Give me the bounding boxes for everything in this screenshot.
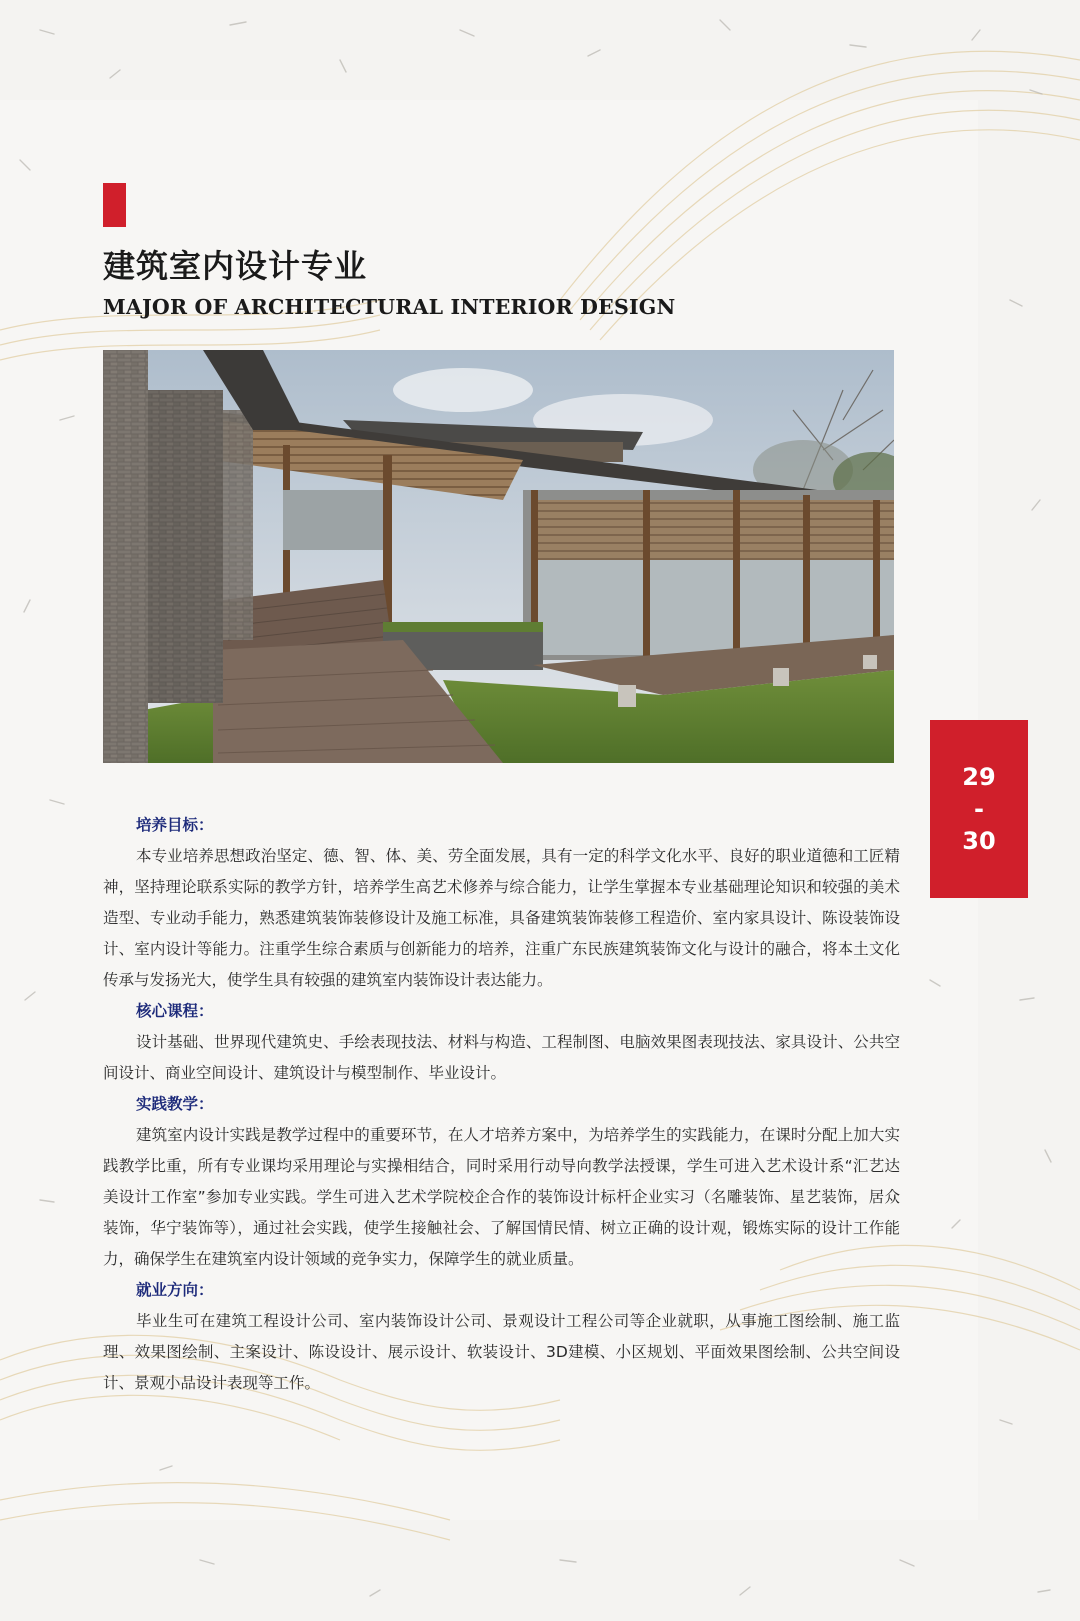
page-content [103, 810, 900, 1399]
section-title-practice-teaching: 实践教学： [136, 1095, 214, 1113]
section-body-core-courses: 设计基础、世界现代建筑史、手绘表现技法、材料与构造、工程制图、电脑效果图表现技法、家具设计、公共空间设计、商业空间设计、建筑设计与模型制作、毕业设计。 [103, 1033, 900, 1082]
page-number-tab [930, 720, 1028, 898]
architecture-rendering-image [103, 350, 894, 763]
page-number-separator: - [974, 795, 984, 823]
title-accent-bar [103, 183, 126, 227]
section-body-career-direction: 毕业生可在建筑工程设计公司、室内装饰设计公司、景观设计工程公司等企业就职，从事施工图绘制、施工监理、效果图绘制、主案设计、陈设设计、展示设计、软装设计、3D建模、小区规划、平面效果图绘制、公共空间设计、景观小品设计表现等工作。 [103, 1312, 900, 1392]
page-subtitle-english: MAJOR OF ARCHITECTURAL INTERIOR DESIGN [103, 295, 676, 319]
section-title-training-goals: 培养目标： [136, 816, 214, 834]
page-number-bottom: 30 [962, 827, 996, 855]
page-title: 建筑室内设计专业 [103, 247, 368, 285]
section-title-core-courses: 核心课程： [136, 1002, 214, 1020]
architecture-rendering-image-graphic [103, 350, 894, 763]
section-body-training-goals: 本专业培养思想政治坚定、德、智、体、美、劳全面发展，具有一定的科学文化水平、良好的职业道德和工匠精神，坚持理论联系实际的教学方针，培养学生高艺术修养与综合能力，让学生掌握本专业基础理论知识和较强的美术造型、专业动手能力，熟悉建筑装饰装修设计及施工标准，具备建筑装饰装修工程造价、室内家具设计、陈设装饰设计、室内设计等能力。注重学生综合素质与创新能力的培养，注重广东民族建筑装饰文化与设计的融合，将本土文化传承与发扬光大，使学生具有较强的建筑室内装饰设计表达能力。 [103, 847, 900, 989]
page-number-top: 29 [962, 763, 996, 791]
section-body-practice-teaching: 建筑室内设计实践是教学过程中的重要环节，在人才培养方案中，为培养学生的实践能力，在课时分配上加大实践教学比重，所有专业课均采用理论与实操相结合，同时采用行动导向教学法授课，学生可进入艺术设计系“汇艺达美设计工作室”参加专业实践。学生可进入艺术学院校企合作的装饰设计标杆企业实习（名雕装饰、星艺装饰，居众装饰，华宁装饰等），通过社会实践，使学生接触社会、了解国情民情、树立正确的设计观，锻炼实际的设计工作能力，确保学生在建筑室内设计领域的竞争实力，保障学生的就业质量。 [103, 1126, 900, 1268]
section-title-career-direction: 就业方向： [136, 1281, 214, 1299]
